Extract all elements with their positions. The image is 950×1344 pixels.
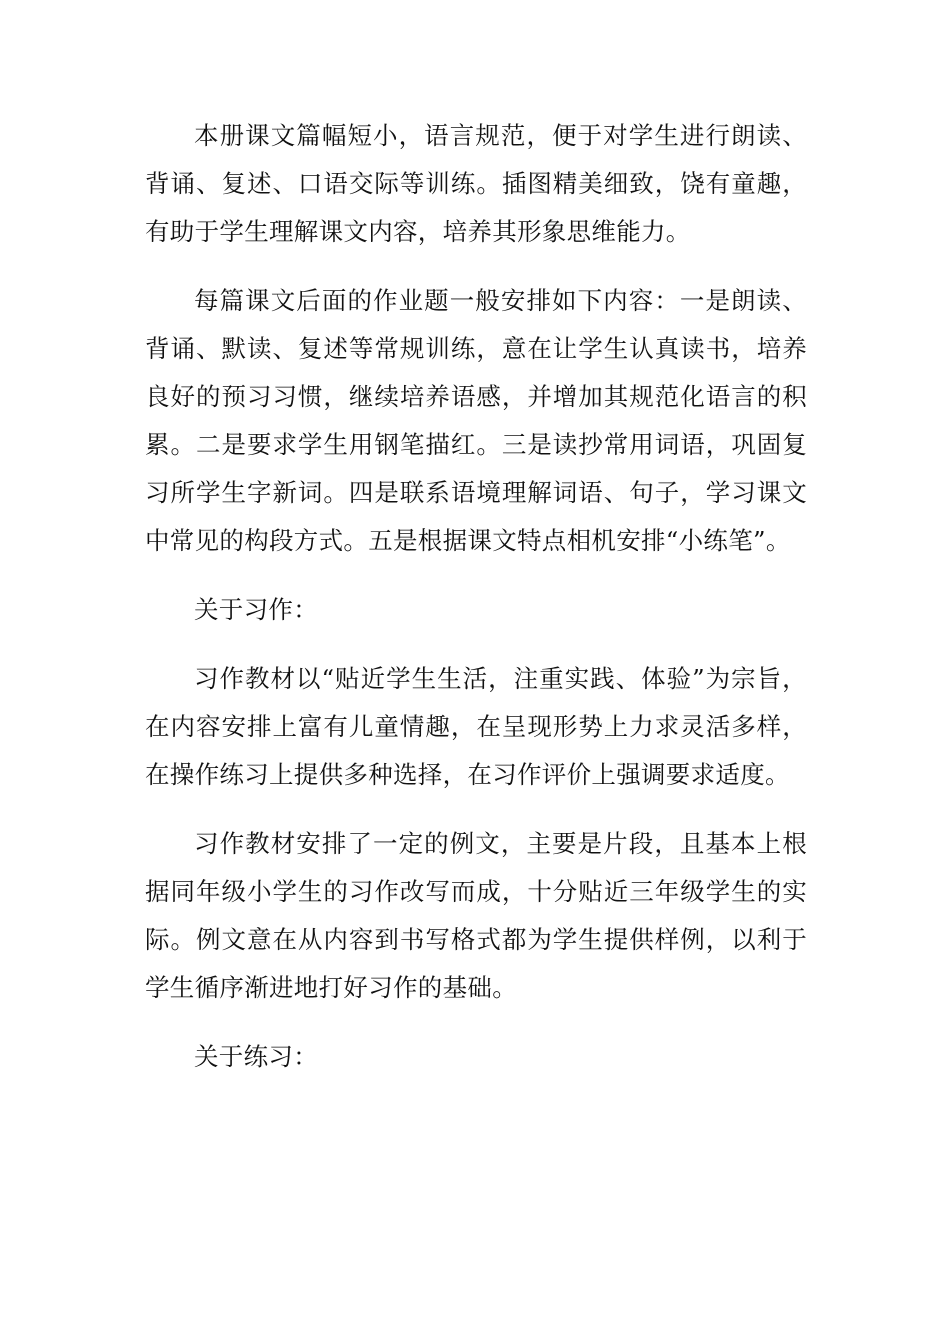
paragraph-writing-examples: 习作教材安排了一定的例文，主要是片段，且基本上根据同年级小学生的习作改写而成，十分贴近三年级学生的实际。例文意在从内容到书写格式都为学生提供样例，以利于学生循序渐进地打好习作的基础。 xyxy=(145,829,807,1002)
paragraph-homework-content: 每篇课文后面的作业题一般安排如下内容：一是朗读、背诵、默读、复述等常规训练，意在让学生认真读书，培养良好的预习习惯，继续培养语感，并增加其规范化语言的积累。二是要求学生用钢笔描红。三是读抄常用词语，巩固复习所学生字新词。四是联系语境理解词语、句子，学习课文中常见的构段方式。五是根据课文特点相机安排“小练笔”。 xyxy=(145,286,807,555)
paragraph-writing-purpose: 习作教材以“贴近学生生活，注重实践、体验”为宗旨，在内容安排上富有儿童情趣，在呈现形势上力求灵活多样，在操作练习上提供多种选择，在习作评价上强调要求适度。 xyxy=(145,664,807,789)
section-heading-practice: 关于练习： xyxy=(194,1042,318,1071)
document-body xyxy=(145,112,807,1102)
paragraph-textbook-features: 本册课文篇幅短小，语言规范，便于对学生进行朗读、背诵、复述、口语交际等训练。插图精美细致，饶有童趣，有助于学生理解课文内容，培养其形象思维能力。 xyxy=(145,121,807,246)
section-heading-writing: 关于习作： xyxy=(194,595,318,624)
